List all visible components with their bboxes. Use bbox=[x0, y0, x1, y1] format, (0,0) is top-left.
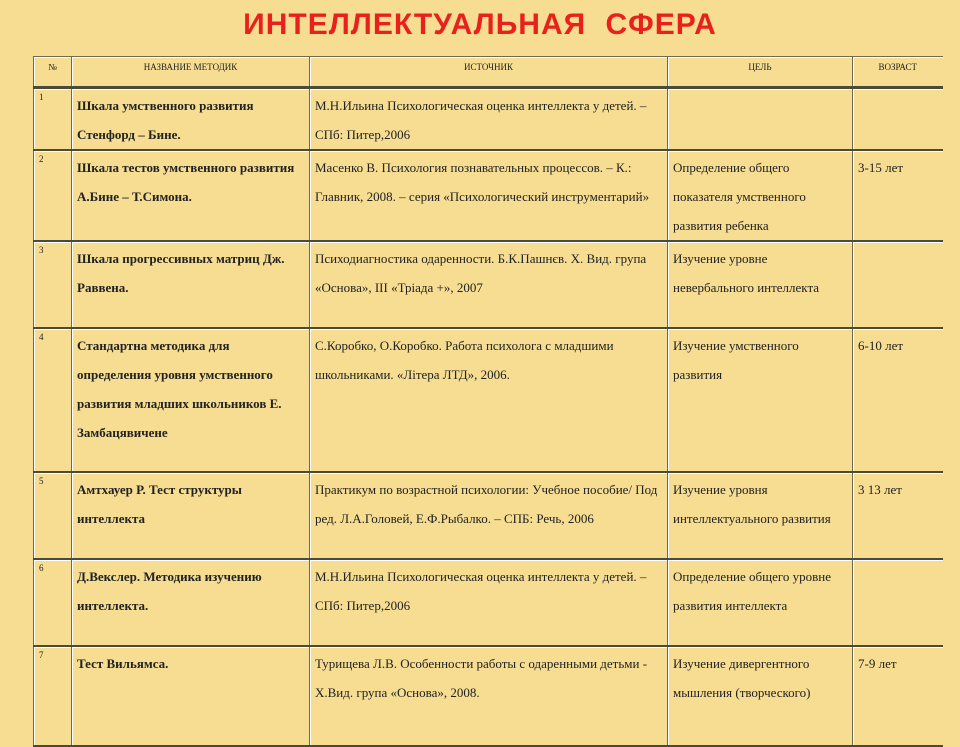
method-name: Шкала прогрессивных матриц Дж. Раввена. bbox=[72, 241, 310, 328]
goal: Изучение дивергентного мышления (творческого) bbox=[668, 646, 853, 746]
goal bbox=[668, 88, 853, 151]
goal: Изучение умственного развития bbox=[668, 328, 853, 472]
age: 7-9 лет bbox=[853, 646, 943, 746]
method-name: Шкала умственного развития Стенфорд – Бине. bbox=[72, 88, 310, 151]
row-number: 1 bbox=[34, 88, 72, 151]
header-source: ИСТОЧНИК bbox=[310, 57, 668, 88]
age: 3-15 лет bbox=[853, 150, 943, 241]
age bbox=[853, 88, 943, 151]
table-row bbox=[34, 472, 943, 559]
method-name: Амтхауер Р. Тест структуры интеллекта bbox=[72, 472, 310, 559]
goal: Изучение уровня интеллектуального развития bbox=[668, 472, 853, 559]
row-number: 2 bbox=[34, 150, 72, 241]
header-goal: ЦЕЛЬ bbox=[668, 57, 853, 88]
source: С.Коробко, О.Коробко. Работа психолога с младшими школьниками. «Літера ЛТД», 2006. bbox=[310, 328, 668, 472]
method-name: Шкала тестов умственного развития А.Бине – Т.Симона. bbox=[72, 150, 310, 241]
age: 3 13 лет bbox=[853, 472, 943, 559]
age bbox=[853, 559, 943, 646]
source: М.Н.Ильина Психологическая оценка интеллекта у детей. – СПб: Питер,2006 bbox=[310, 88, 668, 151]
row-number: 6 bbox=[34, 559, 72, 646]
table-row bbox=[34, 559, 943, 646]
source: Турищева Л.В. Особенности работы с одаренными детьми - Х.Вид. група «Основа», 2008. bbox=[310, 646, 668, 746]
table-header-row bbox=[34, 57, 943, 88]
method-name: Д.Векслер. Методика изучению интеллекта. bbox=[72, 559, 310, 646]
header-method: НАЗВАНИЕ МЕТОДИК bbox=[72, 57, 310, 88]
goal: Определение общего уровне развития интеллекта bbox=[668, 559, 853, 646]
row-number: 5 bbox=[34, 472, 72, 559]
goal: Изучение уровне невербального интеллекта bbox=[668, 241, 853, 328]
row-number: 4 bbox=[34, 328, 72, 472]
source: Практикум по возрастной психологии: Учебное пособие/ Под ред. Л.А.Головей, Е.Ф.Рыбалко. – СПБ: Речь, 2006 bbox=[310, 472, 668, 559]
method-name: Тест Вильямса. bbox=[72, 646, 310, 746]
page-title: ИНТЕЛЛЕКТУАЛЬНАЯ СФЕРА bbox=[243, 8, 717, 41]
row-number: 3 bbox=[34, 241, 72, 328]
header-num: № bbox=[34, 57, 72, 88]
methods-table bbox=[33, 56, 943, 747]
age: 6-10 лет bbox=[853, 328, 943, 472]
table-row bbox=[34, 241, 943, 328]
table-row bbox=[34, 328, 943, 472]
source: Масенко В. Психология познавательных процессов. – К.: Главник, 2008. – серия «Психологический инструментарий» bbox=[310, 150, 668, 241]
header-age: ВОЗРАСТ bbox=[853, 57, 943, 88]
goal: Определение общего показателя умственного развития ребенка bbox=[668, 150, 853, 241]
method-name: Стандартна методика для определения уровня умственного развития младших школьников Е. Замбацявичене bbox=[72, 328, 310, 472]
age bbox=[853, 241, 943, 328]
table-row bbox=[34, 150, 943, 241]
table-row bbox=[34, 646, 943, 746]
source: Психодиагностика одаренности. Б.К.Пашнєв. Х. Вид. група «Основа», ІІІ «Тріада +», 2007 bbox=[310, 241, 668, 328]
row-number: 7 bbox=[34, 646, 72, 746]
source: М.Н.Ильина Психологическая оценка интеллекта у детей. – СПб: Питер,2006 bbox=[310, 559, 668, 646]
table-row bbox=[34, 88, 943, 151]
